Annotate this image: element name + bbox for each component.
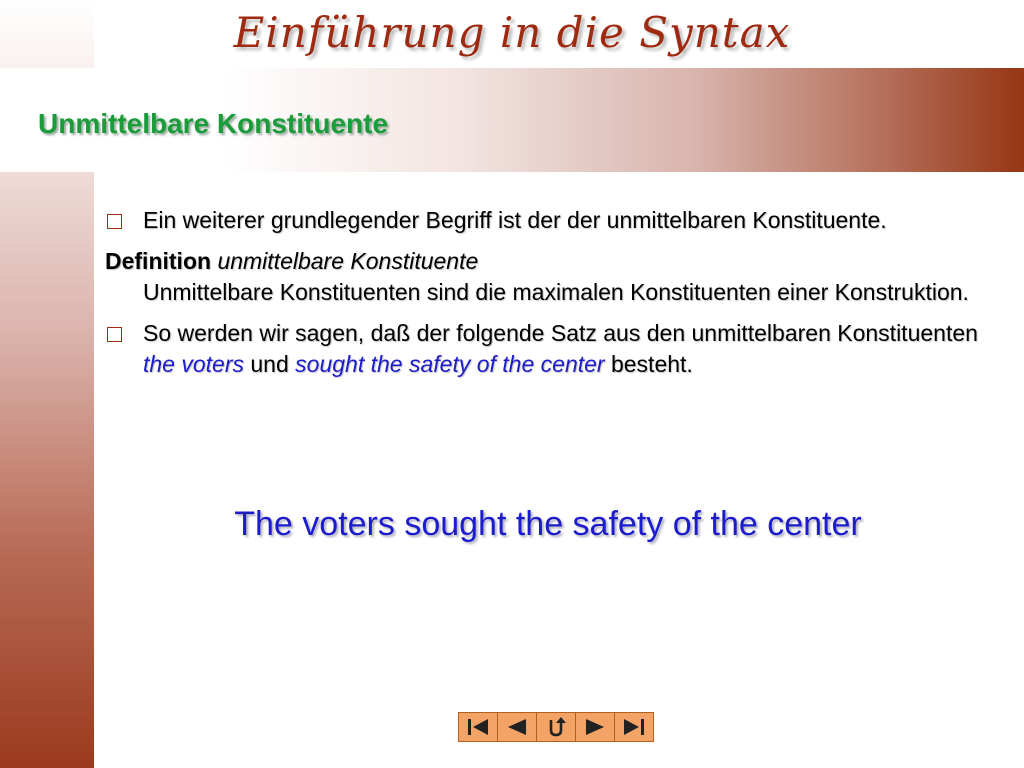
- next-slide-button[interactable]: [576, 713, 615, 741]
- example-sentence: The voters sought the safety of the center: [234, 505, 862, 543]
- english-phrase: sought the safety of the center: [295, 351, 605, 377]
- square-bullet-icon: [107, 327, 122, 342]
- last-icon: [621, 717, 647, 737]
- definition-body: Unmittelbare Konstituenten sind die maximalen Konstituenten einer Konstruktion.: [143, 279, 969, 305]
- definition-block: [105, 246, 1010, 308]
- bullet-text-part: und: [244, 351, 296, 377]
- first-slide-button[interactable]: [459, 713, 498, 741]
- last-slide-button[interactable]: [615, 713, 653, 741]
- header-title: Einführung in die Syntax: [233, 8, 791, 57]
- bullet-text-part: besteht.: [604, 351, 693, 377]
- return-button[interactable]: [537, 713, 576, 741]
- bullet-item: [105, 318, 1010, 380]
- slide-content: [105, 205, 1010, 390]
- english-phrase: the voters: [143, 351, 244, 377]
- square-bullet-icon: [107, 214, 122, 229]
- next-icon: [582, 717, 608, 737]
- definition-term: unmittelbare Konstituente: [217, 248, 479, 274]
- slide-title: Unmittelbare Konstituente: [38, 108, 389, 139]
- bullet-text-part: So werden wir sagen, daß der folgende Satz aus den unmittelbaren Konstituenten: [143, 320, 978, 346]
- return-icon: [543, 716, 569, 738]
- previous-slide-button[interactable]: [498, 713, 537, 741]
- definition-label: Definition: [105, 248, 212, 274]
- bullet-item: [105, 205, 1010, 236]
- bullet-text: Ein weiterer grundlegender Begriff ist der der unmittelbaren Konstituente.: [143, 207, 887, 233]
- first-icon: [465, 717, 491, 737]
- navigation-bar: [458, 712, 654, 742]
- previous-icon: [504, 717, 530, 737]
